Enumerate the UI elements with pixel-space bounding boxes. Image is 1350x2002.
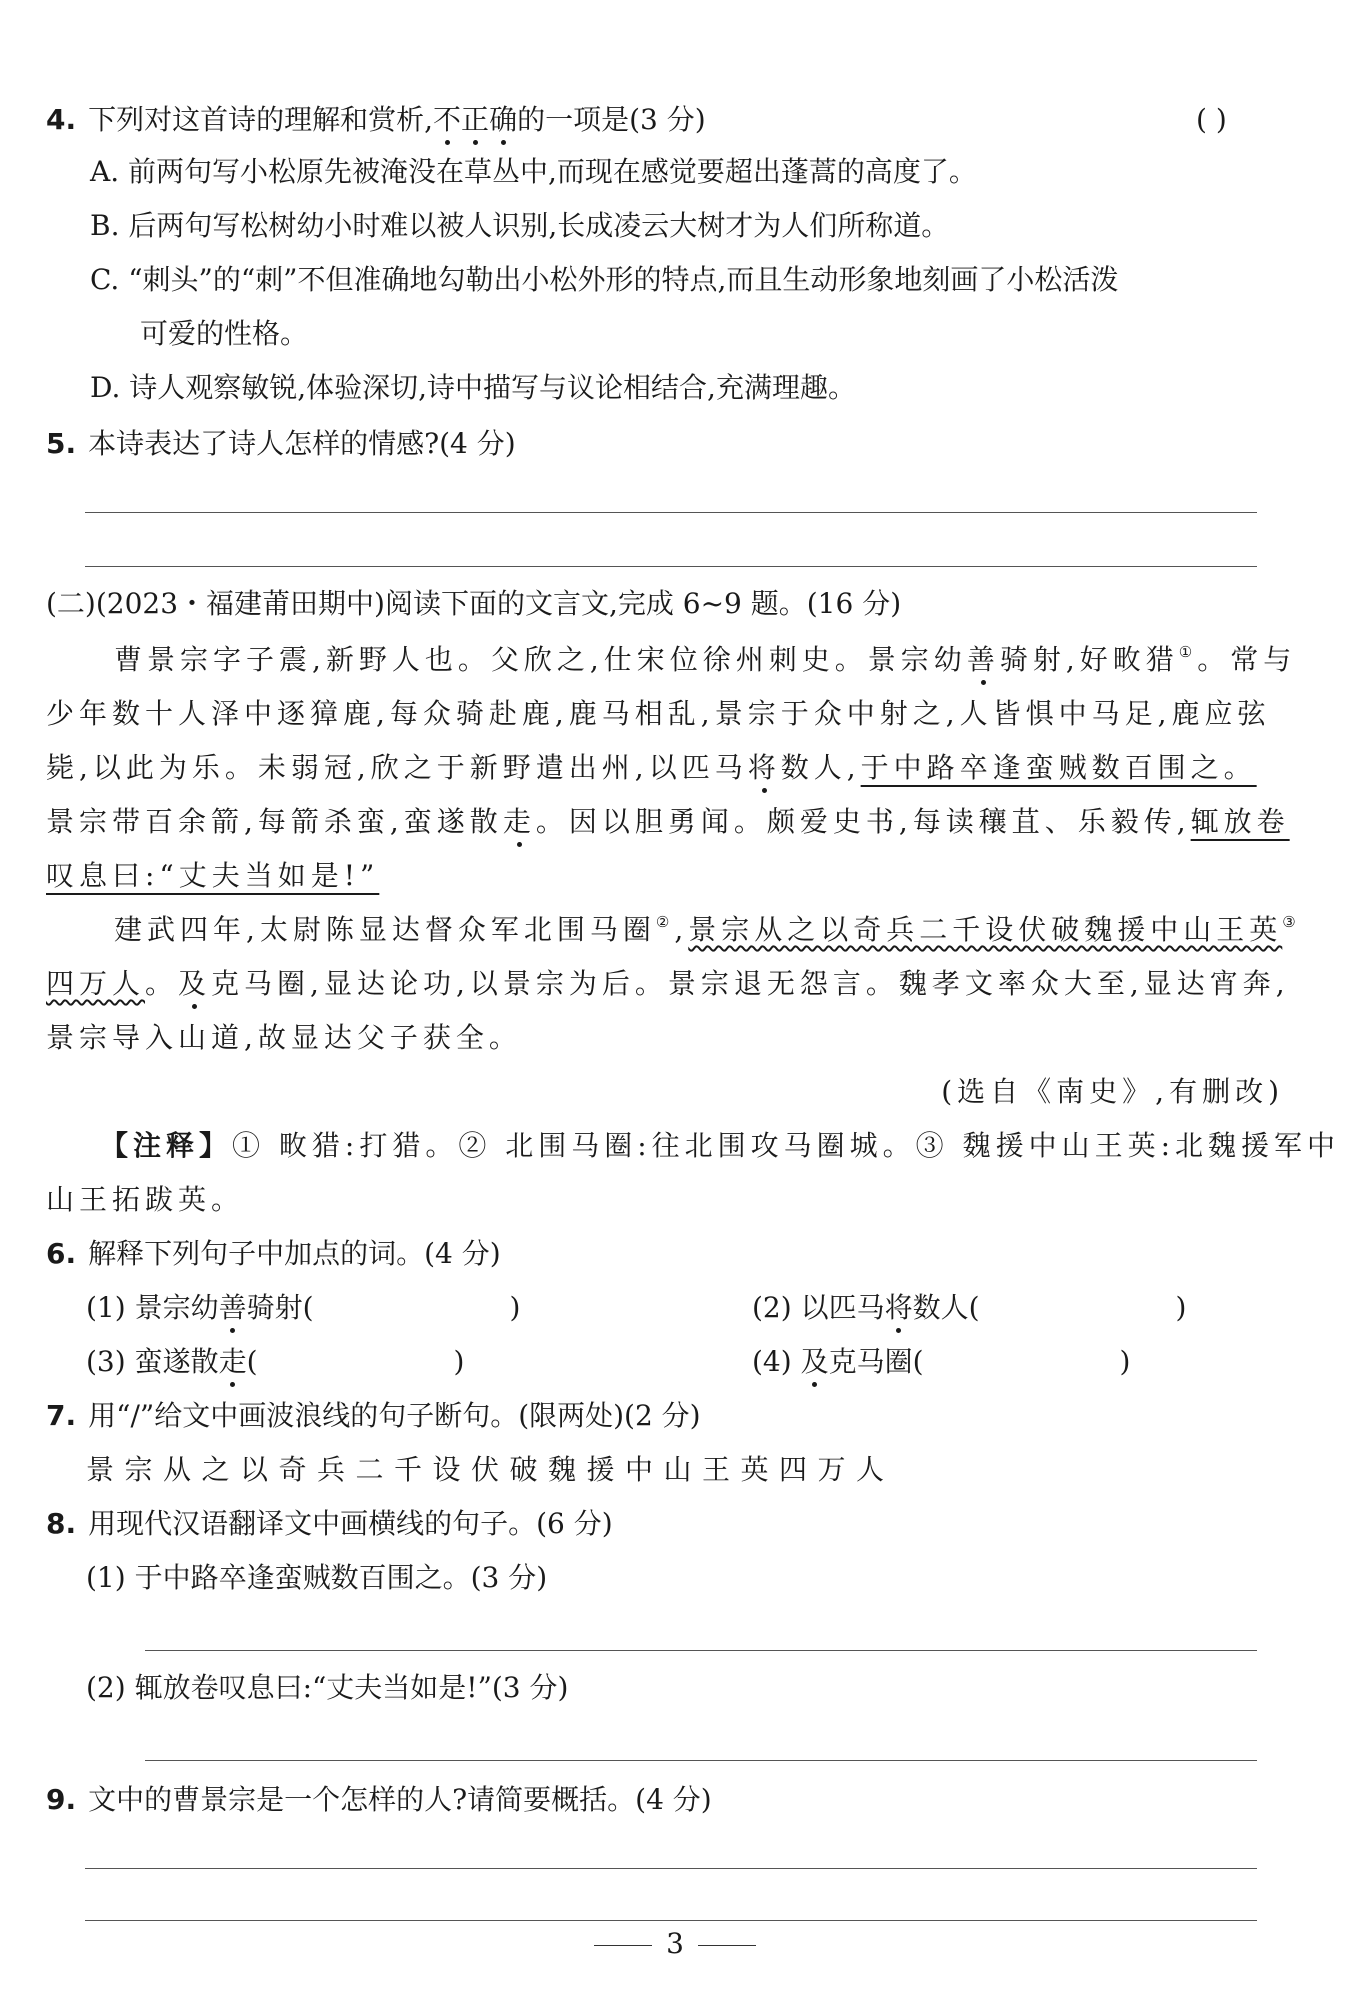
q9-answer-line-2[interactable] [85,1920,1257,1921]
footer-dash-left [594,1945,652,1946]
emphasis-dot-char: 善 [219,1288,247,1328]
q5-number: 5. [46,427,77,460]
q4-option-a: A. 前两句写小松原先被淹没在草丛中,而现在感觉要超出蓬蒿的高度了。 [90,155,977,188]
q8-sentence-2: (2) 辄放卷叹息曰:“丈夫当如是!”(3 分) [86,1671,569,1704]
q7-number: 7. [46,1399,77,1432]
emphasis-dot-char: 正 [461,100,489,140]
emphasis-dot-char: 善 [967,640,1000,680]
q6-stem: 6. 解释下列句子中加点的词。(4 分) [46,1237,501,1270]
passage-line: 毙,以此为乐。未弱冠,欣之于新野遣出州,以匹马将数人,于中路卒逢蛮贼数百围之。 [46,748,1257,788]
passage-line: 少年数十人泽中逐獐鹿,每众骑赴鹿,鹿马相乱,景宗于众中射之,人皆惧中马足,鹿应弦 [46,697,1271,730]
q8-number: 8. [46,1507,77,1540]
page-number: 3 [666,1927,684,1960]
passage-line: 景宗导入山道,故显达父子获全。 [46,1021,522,1054]
emphasis-dot-char: 走 [503,802,536,842]
q8-stem: 8. 用现代汉语翻译文中画横线的句子。(6 分) [46,1507,613,1540]
q6-item-1: (1) 景宗幼善骑射( ) [86,1288,520,1328]
q4-option-d: D. 诗人观察敏锐,体验深切,诗中描写与议论相结合,充满理趣。 [90,371,856,404]
passage-source: (选自《南史》,有删改) [941,1075,1284,1108]
q4-option-b: B. 后两句写松树幼小时难以被人识别,长成凌云大树才为人们所称道。 [90,209,950,242]
passage-line [46,856,379,896]
emphasis-dot-char: 及 [801,1342,829,1382]
q4-option-c: C. “刺头”的“刺”不但准确地勾勒出小松外形的特点,而且生动形象地刻画了小松活泼 [90,263,1119,296]
emphasis-dot-char: 走 [219,1342,247,1382]
q5-answer-line-1[interactable] [85,512,1257,513]
q5-answer-line-2[interactable] [85,566,1257,567]
q8-sentence-1: (1) 于中路卒逢蛮贼数百围之。(3 分) [86,1561,548,1594]
emphasis-dot-char: 将 [885,1288,913,1328]
emphasis-dot-char: 将 [748,748,781,788]
q6-number: 6. [46,1237,77,1270]
emphasis-dot-char: 及 [178,964,211,1004]
wavy-sentence-cont: 四万人 [46,967,146,1000]
passage-line: 景宗带百余箭,每箭杀蛮,蛮遂散走。因以胆勇闻。颇爱史书,每读穰苴、乐毅传,辄放卷 [46,802,1290,842]
footnote-mark: ① [1178,643,1198,661]
q7-stem: 7. 用“/”给文中画波浪线的句子断句。(限两处)(2 分) [46,1399,701,1432]
passage-line: 四万人。及克马圈,显达论功,以景宗为后。景宗退无怨言。魏孝文率众大至,显达宵奔, [46,964,1290,1004]
footnote-mark: ② [655,913,675,931]
q6-item-4: (4) 及克马圈( ) [752,1342,1130,1382]
q4-stem: 4. 下列对这首诗的理解和赏析,不正确的一项是(3 分) [46,100,706,140]
underlined-sentence-1: 于中路卒逢蛮贼数百围之。 [860,751,1257,784]
q5-stem: 5. 本诗表达了诗人怎样的情感?(4 分) [46,427,516,460]
footer-dash-right [698,1945,756,1946]
page-footer [0,1924,1350,1964]
underlined-sentence-2: 辄放卷 [1190,805,1290,838]
passage-line: 曹景宗字子震,新野人也。父欣之,仕宋位徐州刺史。景宗幼善骑射,好畋猎①。常与 [114,640,1296,684]
notes-cont: 山王拓跋英。 [46,1183,245,1216]
underlined-sentence-2-cont: 叹息曰:“丈夫当如是!” [46,859,380,892]
notes: 【注释】① 畋猎:打猎。② 北围马圈:往北围攻马圈城。③ 魏援中山王英:北魏援军中 [100,1129,1341,1162]
q6-item-2: (2) 以匹马将数人( ) [752,1288,1186,1328]
q9-stem: 9. 文中的曹景宗是一个怎样的人?请简要概括。(4 分) [46,1783,712,1816]
q4-number: 4. [46,103,77,136]
emphasis-dot-char: 不 [433,100,461,140]
footnote-mark: ③ [1282,913,1301,931]
wavy-sentence: 景宗从之以奇兵二千设伏破魏援中山王英 [688,913,1283,946]
q8-answer-line-1[interactable] [145,1650,1257,1651]
q9-answer-line-1[interactable] [85,1868,1257,1869]
q9-number: 9. [46,1783,77,1816]
emphasis-dot-char: 确 [489,100,517,140]
passage-line: 建武四年,太尉陈显达督众军北围马圈②,景宗从之以奇兵二千设伏破魏援中山王英③ [114,913,1301,946]
q4-option-c-cont: 可爱的性格。 [140,317,309,350]
q6-item-3: (3) 蛮遂散走( ) [86,1342,464,1382]
section-2-title: (二)(2023・福建莆田期中)阅读下面的文言文,完成 6~9 题。(16 分) [46,587,902,620]
notes-label: 【注释】 [100,1129,233,1162]
q4-answer-bracket[interactable]: ( ) [1196,103,1227,136]
q8-answer-line-2[interactable] [145,1760,1257,1761]
q7-sentence[interactable]: 景宗从之以奇兵二千设伏破魏援中山王英四万人 [86,1453,895,1486]
